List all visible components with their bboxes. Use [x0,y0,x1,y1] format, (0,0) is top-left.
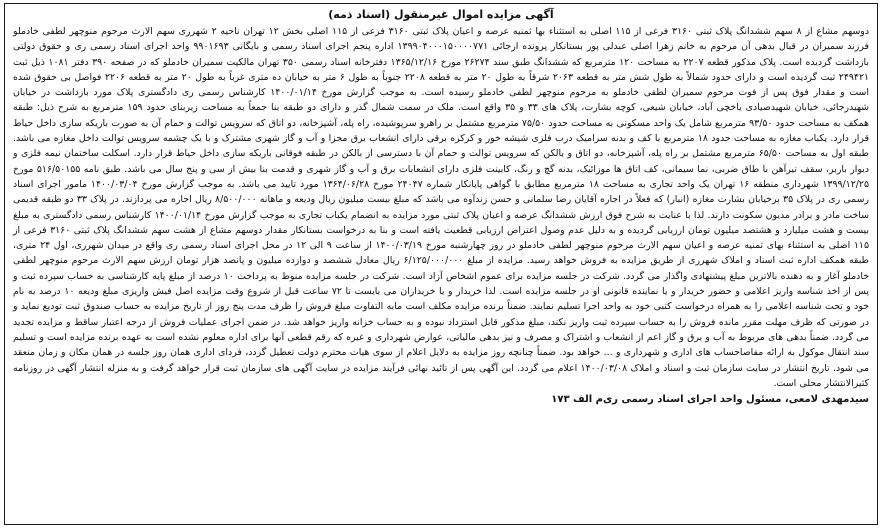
signature-line: سیدمهدی لامعی، مسئول واحد اجرای اسناد رسمی ری [602,394,869,406]
notice-body: دوسهم مشاع از ۸ سهم ششدانگ پلاک ثبتی ۳۱۶۰ فرعی از ۱۱۵ اصلی به استثناء بها ثمنیه عرصه و اعیان پلاک ثبتی ۳۱۶۰ فرعی از ۱۱۵ اصلی بخش ۱۲ تهران ناحیه ۲ شهرری سهم الارث مرحوم منوچهر لطفی خادملو فرزند سمیران در قبال بدهی آن مرحوم به خانم زهرا اصلی عبدلی پور بستانکار پرونده ارجائی ۱۳۹۹۰۴۰۰۰۱۵۰۰۰۰۷۷۱ اداره پنجم اجرای اسناد رسمی و بایگانی ۹۹۰۱۶۹۳ واحد اجرای اسناد رسمی ری و حقوق دولتی بازداشت گردیده است. پلاک مذکور قطعه ۲۲۰۷ به مساحت ۱۲۰ مترمربع که ششدانگ طبق سند ۲۶۲۷۴ مورخ ۱۳۶۵/۱۲/۱۶ دفترخانه اسناد رسمی ۳۵۰ تهران مالکیت سمیران خادملو که در صفحه ۳۹۰ دفتر ۱۰۸۱ ذیل ثبت ۲۴۹۴۲۱ ثبت گردیده است و دارای حدود شمالاً به طول شش متر به قطعه ۲۰۶۳ شرقاً به طول ۲۰ متر به قطعه ۲۲۰۸ جنوباً به طول ۶ متر به خیابان ده متری غرباً به طول ۲۰ متر به قطعه ۲۲۰۶ فواصل بی حقوق شده است و مقدار فوق پس از فوت مرحوم سمیران لطفی خادملو به مرحوم منوچهر لطفی خادملو رسیده است. به موجب گزارش مورخ ۱۴۰۰/۰۱/۱۴ کارشناس رسمی ری دادگستری پلاک مورد بازداشت در خیابان شهیدرجائی، خیابان شهیدصیادی یاخچی آباد، خیابان شیعی، کوچه بشارت، پلاک های ۳۳ و ۳۵ واقع است. ملک در سمت شمال گذر و دارای دو طبقه بنا جمعاً به مساحت زیربنای حدود ۱۵۹ مترمربع به شرح ذیل: طبقه همکف به مساحت حدود ۹۳/۵۰ مترمربع شامل یک واحد مسکونی به مساحت حدود ۷۵/۵۰ مترمربع مشتمل بر راهرو سرپوشیده، راه پله، آشپزخانه، دو اتاق که سرویس توالت و حمام آن به صورت باریکه سازی داخل حیاط قرار دارد. یکباب مغازه به مساحت حدود ۱۸ مترمربع با کف و بدنه سرامیک درب فلزی شیشه خور و کرکره برقی دارای انشعاب برق مجزا و آب و گاز شهری مشترک و با یک چشمه سرویس توالت داخل مغازه می باشد. طبقه اول به مساحت ۶۵/۵۰ مترمربع مشتمل بر راه پله، آشپزخانه، دو اتاق و بالکن که سرویس توالت و حمام آن با دسترسی از بالکن در طبقه فوقانی باریکه سازی داخل حیاط قرار دارد. اسکلت ساختمان نیمه فلزی و دیوار باربر، سقف تیرآهن با طاق ضربی، نما سیمانی، کف اتاق ها موزائیک، بدنه گچ و رنگ، کابینت فلزی دارای انشعابات برق و آب و گاز شهری و قدمت بنا بیش از سی و پنج سال می باشد. طبق نامه ۵۱۶/۵۰۱۵۵ مورخ ۱۳۹۹/۱۲/۲۵ شهرداری منطقه ۱۶ تهران یک واحد تجاری به مساحت ۱۸ مترمربع مطابق با گواهی پایانکار شماره ۲۴۰۴۷ مورخ ۱۳۶۴/۰۶/۲۸ مورد تایید می باشد. به موجب گزارش مورخ ۱۴۰۰/۰۳/۰۴ مامور اجرای اسناد رسمی ری در پلاک ۳۵ برخیابان بشارت مغازه (انبار) که فعلاً در اجاره آقایان رضا سلمانی و حسن زندآوه می باشد که مبلغ بیست میلیون ریال ودیعه و ماهانه ۸/۵۰۰/۰۰۰ ریال اجاره می پردازند. در پلاک ۳۳ دو طبقه قدیمی ساخت مادر و برادر مدیون سکونت دارند. لذا با عنایت به شرح فوق ارزش ششدانگ عرصه و اعیان پلاک ثبتی مورد مزایده به انضمام یکباب تجاری به موجب گزارش مورخ ۱۴۰۰/۰۱/۱۴ کارشناس رسمی دادگستری به مبلغ بیست و هشت میلیارد و هشتصد میلیون تومان ارزیابی گردیده و به دلیل عدم وصول اعتراض ارزیابی قطعیت یافته است و بنا به درخواست بستانکار مقدار دوسهم مشاع از هشت سهم ششدانگ پلاک ثبتی ۳۱۶۰ فرعی از ۱۱۵ اصلی به استثناء بهای ثمنیه عرصه و اعیان سهم الارث مرحوم منوچهر لطفی خادملو در روز چهارشنبه مورخ ۱۴۰۰/۰۳/۱۹ از ساعت ۹ الی ۱۲ در محل اجرای اسناد رسمی ری واقع در میدان شهرری، اول ۲۴ متری، طبقه همکف اداره ثبت اسناد و املاک شهرری از طریق مزایده به فروش خواهد رسید. مزایده از مبلغ ۶/۱۲۵/۰۰۰/۰۰۰ ریال معادل ششصد و دوازده میلیون و پانصد هزار تومان ارزش سهم الارث مرحوم منوچهر لطفی خادملو آغاز و به دهنده بالاترین مبلغ پیشنهادی واگذار می گردد. شرکت در جلسه مزایده برای عموم اشخاص آزاد است. شرکت در جلسه مزایده منوط به پرداخت ۱۰ درصد از مبلغ پایه کارشناسی به حساب سپرده ثبت و پس از اخذ شناسه واریز اعلامی و حضور خریدار و یا نماینده قانونی او در جلسه مزایده است. لذا خریدار و یا خریداران می بایست تا ۷۲ ساعت قبل از شروع وقت مزایده اصل فیش واریزی مبلغ ودیعه ۱۰ درصد به نام خود و تحت شناسه اعلامی را به همراه درخواست کتبی خود به واحد اجرا تسلیم نمایند. ضمناً برنده مزایده مکلف است مابه التفاوت مبلغ فروش را ظرف مدت پنج روز از تاریخ مزایده به حساب صندوق ثبت تودیع نماید و در صورتی که ظرف مهلت مقرر مانده فروش را به حساب سپرده ثبت واریز نکند، مبلغ مذکور قابل استرداد نبوده و به حساب خزانه واریز خواهد شد. در ضمن اجرای عملیات فروش از درجه اعتبار ساقط و مزایده تجدید می گردد. ضمناً بدهی های مربوط به آب و برق و گاز اعم از انشعاب و اشتراک و مصرف و نیز بدهی مالیاتی، عوارض شهرداری و غیره که رقم قطعی آنها برای اداره معلوم نشده است به عهده برنده مزایده است و تسلیم سند انتقال موکول به ارائه مفاصاحساب های اداری و شهرداری و ... خواهد بود. ضمناً چنانچه روز مزایده به دلایل اعلام از سوی هیات محترم دولت تعطیل گردد، فردای اداری همان روز جلسه در همان مکان و زمان منعقد می شود. تاریخ انتشار در سایت سازمان ثبت و اسناد و املاک ۱۴۰۰/۰۳/۰۸ اعلام می گردد. این آگهی پس از تائید نهائی فرآیند مزایده در سایت آگهی های سازمان ثبت قرار خواهد گرفت و به منزله انتشار آگهی در روزنامه کثیرالانتشار محلی است. [13,26,870,389]
auction-notice [4,3,878,525]
notice-title: آگهی مزایده اموال غیرمنقول (اسناد ذمه) [328,8,554,21]
notice-code: م الف ۱۷۳ [551,394,603,406]
notice-footer [13,392,869,407]
